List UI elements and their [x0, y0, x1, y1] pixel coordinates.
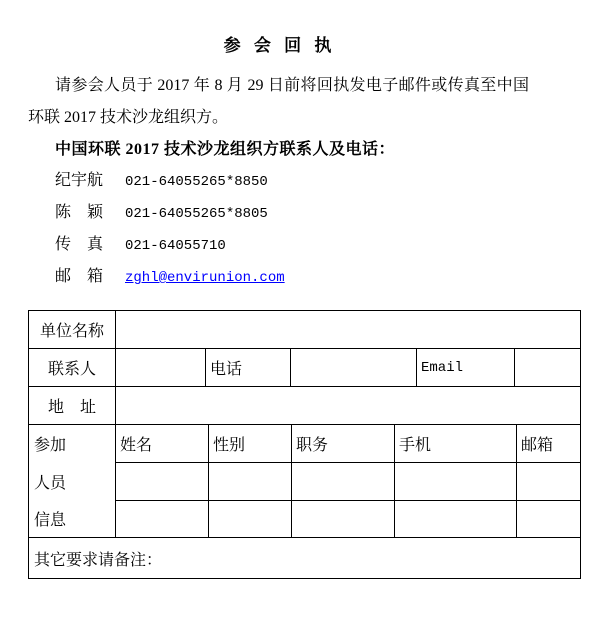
participant-col-gender-header: 性别	[208, 425, 291, 462]
participant-title-input-cell[interactable]	[291, 463, 394, 500]
contact-person-row	[29, 348, 580, 386]
fax-label: 传 真	[55, 236, 104, 253]
contact-phone-number: 021-64055265*8850	[125, 174, 268, 190]
participant-email-input-cell[interactable]	[516, 463, 580, 500]
company-name-input-cell[interactable]	[115, 311, 580, 348]
participants-section	[29, 424, 580, 537]
participant-mobile-input-cell[interactable]	[394, 501, 516, 537]
contact-row-chenying	[55, 199, 268, 222]
participant-col-title-header: 职务	[291, 425, 394, 462]
participants-label-line-2: 人员	[34, 474, 67, 492]
email-label: Email	[416, 349, 514, 386]
participant-empty-row	[115, 500, 580, 537]
participants-label-line-3: 信息	[34, 512, 67, 529]
contact-heading: 中国环联 2017 技术沙龙组织方联系人及电话：	[55, 141, 396, 158]
participant-mobile-input-cell[interactable]	[394, 463, 516, 500]
contact-phone-number: 021-64055265*8805	[125, 206, 268, 222]
address-input-cell[interactable]	[115, 387, 580, 424]
participant-name-input-cell[interactable]	[115, 501, 208, 537]
participant-gender-input-cell[interactable]	[208, 463, 291, 500]
participant-col-name-header: 姓名	[115, 425, 208, 462]
email-link[interactable]: zghl@envirunion.com	[125, 270, 285, 286]
document-title: 参 会 回 执	[223, 36, 333, 55]
intro-paragraph-line-2: 环联 2017 技术沙龙组织方。	[28, 109, 229, 126]
intro-paragraph-line-1: 请参会人员于 2017 年 8 月 29 日前将回执发电子邮件或传真至中国	[55, 77, 529, 94]
participants-grid	[115, 425, 580, 537]
phone-label: 电话	[205, 349, 290, 386]
participant-col-mobile-header: 手机	[394, 425, 516, 462]
address-row	[29, 386, 580, 424]
remarks-cell[interactable]: 其它要求请备注：	[34, 551, 163, 569]
participant-col-email-header: 邮箱	[516, 425, 580, 462]
email-row-label: 邮 箱	[55, 268, 104, 285]
contact-person-input-cell[interactable]	[115, 349, 205, 386]
contact-row-fax	[55, 231, 226, 254]
participant-title-input-cell[interactable]	[291, 501, 394, 537]
email-input-cell[interactable]	[514, 349, 580, 386]
participants-section-label	[29, 425, 115, 537]
participant-name-input-cell[interactable]	[115, 463, 208, 500]
participants-label-line-1: 参加	[34, 437, 67, 454]
company-name-label: 单位名称	[39, 323, 104, 340]
participant-email-input-cell[interactable]	[516, 501, 580, 537]
remarks-row	[29, 537, 580, 578]
reply-form-table	[28, 310, 581, 579]
company-row	[29, 311, 580, 348]
contact-row-email	[55, 263, 285, 286]
participant-gender-input-cell[interactable]	[208, 501, 291, 537]
phone-input-cell[interactable]	[290, 349, 416, 386]
address-label: 地 址	[47, 399, 96, 416]
contact-name: 陈 颖	[55, 204, 104, 221]
fax-number: 021-64055710	[125, 238, 226, 254]
participant-empty-row	[115, 462, 580, 500]
contact-row-jiyuhang	[55, 167, 268, 190]
contact-name: 纪宇航	[55, 172, 104, 189]
participants-header-row	[115, 425, 580, 462]
contact-person-label: 联系人	[47, 361, 96, 378]
